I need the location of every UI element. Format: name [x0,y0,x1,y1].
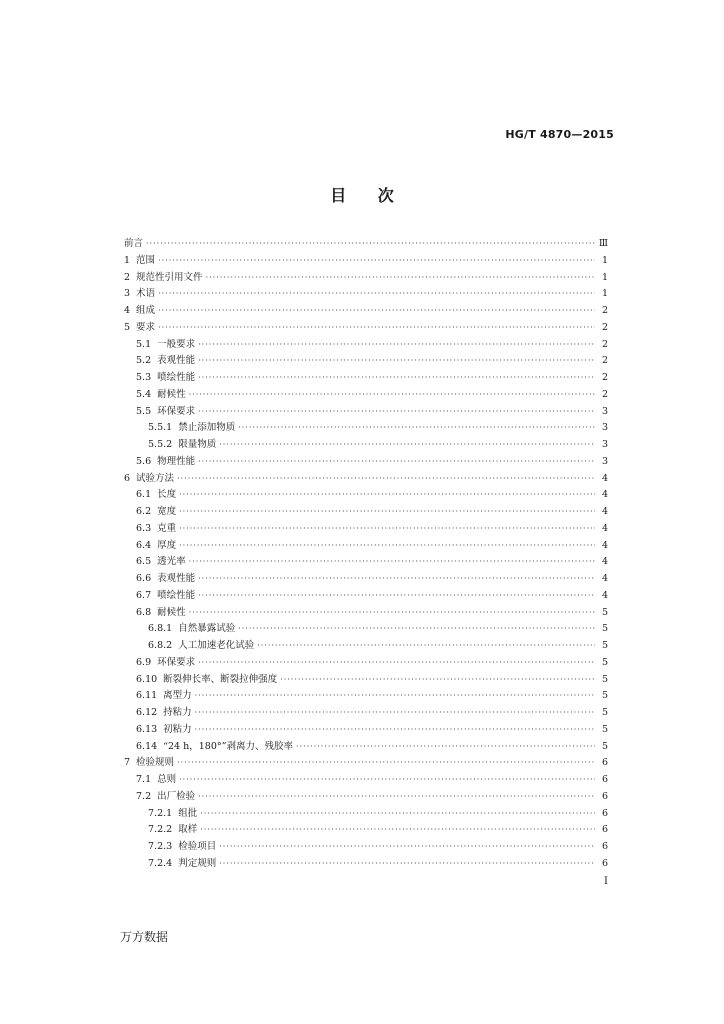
toc-entry[interactable] [124,504,608,521]
toc-entry-page: 5 [601,640,608,651]
dot-leader [198,404,595,421]
toc-entry-number: 6.1 [136,489,152,501]
toc-entry-label: 检验规则 [136,757,175,769]
toc-entry[interactable] [124,320,608,337]
toc-entry-page: 5 [601,740,608,752]
toc-entry-page: 4 [601,522,608,534]
toc-entry-label: 透光率 [157,556,186,568]
toc-entry-number: 5.5.2 [148,439,173,450]
dot-leader [238,621,595,638]
toc-entry[interactable] [124,688,608,705]
dot-leader [177,755,595,772]
toc-entry-label: 环保要求 [157,656,196,668]
toc-entry-number: 6.5 [136,556,152,568]
dot-leader [179,504,595,521]
toc-entry-number: 5.5 [136,405,152,417]
toc-entry-number: 6.10 [136,673,158,685]
toc-entry[interactable] [124,789,608,806]
toc-entry-label: 判定规则 [178,857,217,869]
toc-entry-page: 6 [601,824,608,836]
toc-entry[interactable] [124,588,608,605]
dot-leader [195,722,595,739]
toc-entry[interactable] [124,839,608,856]
toc-entry-page: 4 [601,589,608,601]
toc-entry-page: 3 [601,422,608,434]
toc-entry[interactable] [124,739,608,756]
dot-leader [198,353,595,370]
toc-entry-label: 断裂伸长率、断裂拉伸强度 [163,673,278,685]
dot-leader [195,705,595,722]
toc-entry-label: 禁止添加物质 [178,422,236,434]
dot-leader [219,437,595,454]
toc-entry[interactable] [124,353,608,370]
toc-entry-label: 离型力 [163,690,192,702]
toc-entry-page: 6 [601,774,608,785]
toc-entry-number: 7.2 [136,790,152,802]
toc-entry-label: 检验项目 [178,841,217,852]
toc-entry[interactable] [124,722,608,739]
toc-entry-page: 5 [601,656,608,668]
toc-entry-page: 2 [601,305,608,316]
toc-entry-number: 5.6 [136,455,152,467]
toc-entry-page: 6 [601,857,608,869]
toc-entry-page: 6 [601,807,608,819]
standard-code: HG/T 4870—2015 [505,128,614,141]
toc-entry[interactable] [124,538,608,555]
toc-entry[interactable] [124,655,608,672]
toc-entry-label: “24 h，180°”剥离力、残胶率 [163,740,293,752]
toc-entry-page: 5 [601,707,608,718]
dot-leader [198,588,595,605]
toc-entry-page: 5 [601,673,608,685]
toc-entry-page: 1 [601,254,608,266]
dot-leader [195,688,595,705]
toc-entry-number: 5.4 [136,388,152,400]
toc-entry[interactable] [124,420,608,437]
toc-entry-page: 4 [601,573,608,584]
toc-entry-number: 6.2 [136,506,152,517]
toc-entry-page: 2 [601,372,608,383]
toc-entry-page: 1 [601,288,608,300]
toc-entry-label: 喷绘性能 [157,372,196,383]
dot-leader [179,487,595,504]
toc-entry[interactable] [124,672,608,689]
toc-entry-label: 耐候性 [157,606,186,618]
toc-entry-number: 6 [124,472,131,484]
toc-entry-number: 6.3 [136,522,152,534]
toc-entry[interactable] [124,755,608,772]
toc-entry-label: 一般要求 [157,338,196,350]
dot-leader [179,772,595,789]
page-number: I [604,876,608,887]
dot-leader [198,370,595,387]
toc-entry-label: 规范性引用文件 [136,271,203,283]
toc-entry[interactable] [124,806,608,823]
toc-entry-label: 取样 [178,824,198,836]
toc-entry[interactable] [124,387,608,404]
toc-entry-number: 7 [124,757,131,769]
toc-entry-page: 1 [601,271,608,283]
toc-entry-page: 3 [601,455,608,467]
toc-entry-label: 持粘力 [163,707,192,718]
toc-entry-number: 2 [124,271,131,283]
toc-entry-number: 3 [124,288,131,300]
toc-entry-page: 5 [601,690,608,702]
toc-entry-label: 人工加速老化试验 [178,640,255,651]
toc-entry-number: 6.8.2 [148,640,173,651]
toc-entry-page: 5 [601,723,608,735]
toc-entry[interactable] [124,638,608,655]
toc-entry-label: 自然暴露试验 [178,623,236,635]
toc-entry-label: 宽度 [157,506,177,517]
toc-entry-page: 4 [601,506,608,517]
toc-entry-label: 组成 [136,305,156,316]
dot-leader [158,286,595,303]
toc-entry-number: 6.14 [136,740,158,752]
toc-entry-label: 试验方法 [136,472,175,484]
toc-entry-label: 前言 [124,238,144,249]
toc-entry-number: 6.6 [136,573,152,584]
dot-leader [206,270,595,287]
toc-entry-page: 4 [601,489,608,501]
toc-entry-page: 2 [601,321,608,333]
dot-leader [200,822,595,839]
page-title: 目 次 [330,186,394,205]
toc-entry[interactable] [124,454,608,471]
toc-entry-number: 6.11 [136,690,158,702]
dot-leader [200,806,595,823]
toc-entry[interactable] [124,270,608,287]
toc-entry-label: 长度 [157,489,177,501]
dot-leader [189,387,595,404]
toc-entry-page: 6 [601,757,608,769]
dot-leader [158,303,595,320]
toc-entry-page: 5 [601,606,608,618]
toc-entry-label: 初粘力 [163,723,192,735]
dot-leader [179,521,595,538]
table-of-contents [124,236,608,873]
toc-entry-page: 6 [601,790,608,802]
toc-entry-label: 组批 [178,807,198,819]
toc-entry-label: 出厂检验 [157,790,196,802]
toc-entry-number: 6.13 [136,723,158,735]
toc-entry-page: 4 [601,556,608,568]
toc-entry-number: 7.2.4 [148,857,173,869]
dot-leader [198,655,595,672]
toc-entry-label: 耐候性 [157,388,186,400]
toc-entry-number: 6.12 [136,707,158,718]
dot-leader [219,839,595,856]
toc-entry-number: 7.1 [136,774,152,785]
toc-entry[interactable] [124,856,608,873]
toc-entry-label: 限量物质 [178,439,217,450]
toc-entry[interactable] [124,621,608,638]
toc-entry[interactable] [124,370,608,387]
dot-leader [189,554,595,571]
dot-leader [179,538,595,555]
toc-entry-label: 范围 [136,254,156,266]
toc-entry[interactable] [124,822,608,839]
toc-entry-label: 克重 [157,522,177,534]
toc-entry-number: 1 [124,254,131,266]
toc-entry-label: 要求 [136,321,156,333]
toc-entry-label: 物理性能 [157,455,196,467]
toc-entry-number: 5.5.1 [148,422,173,434]
watermark-text: 万方数据 [120,930,169,944]
toc-entry-page: Ⅲ [598,238,608,249]
toc-entry-label: 总则 [157,774,177,785]
toc-entry[interactable] [124,236,608,253]
toc-entry-page: 4 [601,539,608,551]
toc-entry-number: 7.2.3 [148,841,173,852]
toc-entry-number: 6.9 [136,656,152,668]
toc-entry-page: 6 [601,841,608,852]
dot-leader [257,638,595,655]
dot-leader [158,320,595,337]
toc-entry[interactable] [124,705,608,722]
toc-entry-number: 6.7 [136,589,152,601]
toc-entry-number: 6.8 [136,606,152,618]
toc-entry-page: 4 [601,472,608,484]
dot-leader [177,471,595,488]
toc-entry[interactable] [124,303,608,320]
toc-entry-number: 5.2 [136,355,152,367]
toc-entry-page: 3 [601,439,608,450]
toc-entry-label: 表观性能 [157,355,196,367]
toc-entry-number: 5.3 [136,372,152,383]
dot-leader [198,454,595,471]
toc-entry[interactable] [124,471,608,488]
toc-entry-page: 2 [601,355,608,367]
dot-leader [238,420,595,437]
toc-entry-page: 5 [601,623,608,635]
toc-entry-label: 环保要求 [157,405,196,417]
dot-leader [219,856,595,873]
dot-leader [146,236,595,253]
toc-entry-page: 2 [601,338,608,350]
dot-leader [158,253,595,270]
dot-leader [296,739,595,756]
toc-entry[interactable] [124,286,608,303]
dot-leader [198,337,595,354]
toc-entry-number: 7.2.2 [148,824,173,836]
toc-entry[interactable] [124,253,608,270]
toc-entry-number: 6.4 [136,539,152,551]
toc-entry-number: 4 [124,305,131,316]
dot-leader [189,605,595,622]
toc-entry[interactable] [124,404,608,421]
toc-entry-number: 5.1 [136,338,152,350]
toc-entry-number: 7.2.1 [148,807,173,819]
toc-entry-number: 6.8.1 [148,623,173,635]
toc-entry-page: 2 [601,388,608,400]
toc-entry-label: 术语 [136,288,156,300]
toc-entry[interactable] [124,605,608,622]
dot-leader [280,672,595,689]
toc-entry-page: 3 [601,405,608,417]
dot-leader [198,571,595,588]
toc-entry[interactable] [124,554,608,571]
toc-entry[interactable] [124,437,608,454]
dot-leader [198,789,595,806]
toc-entry-label: 厚度 [157,539,177,551]
toc-entry[interactable] [124,521,608,538]
toc-entry[interactable] [124,487,608,504]
toc-entry-number: 5 [124,321,131,333]
toc-entry[interactable] [124,337,608,354]
toc-entry[interactable] [124,772,608,789]
toc-entry-label: 喷绘性能 [157,589,196,601]
toc-entry[interactable] [124,571,608,588]
toc-entry-label: 表观性能 [157,573,196,584]
